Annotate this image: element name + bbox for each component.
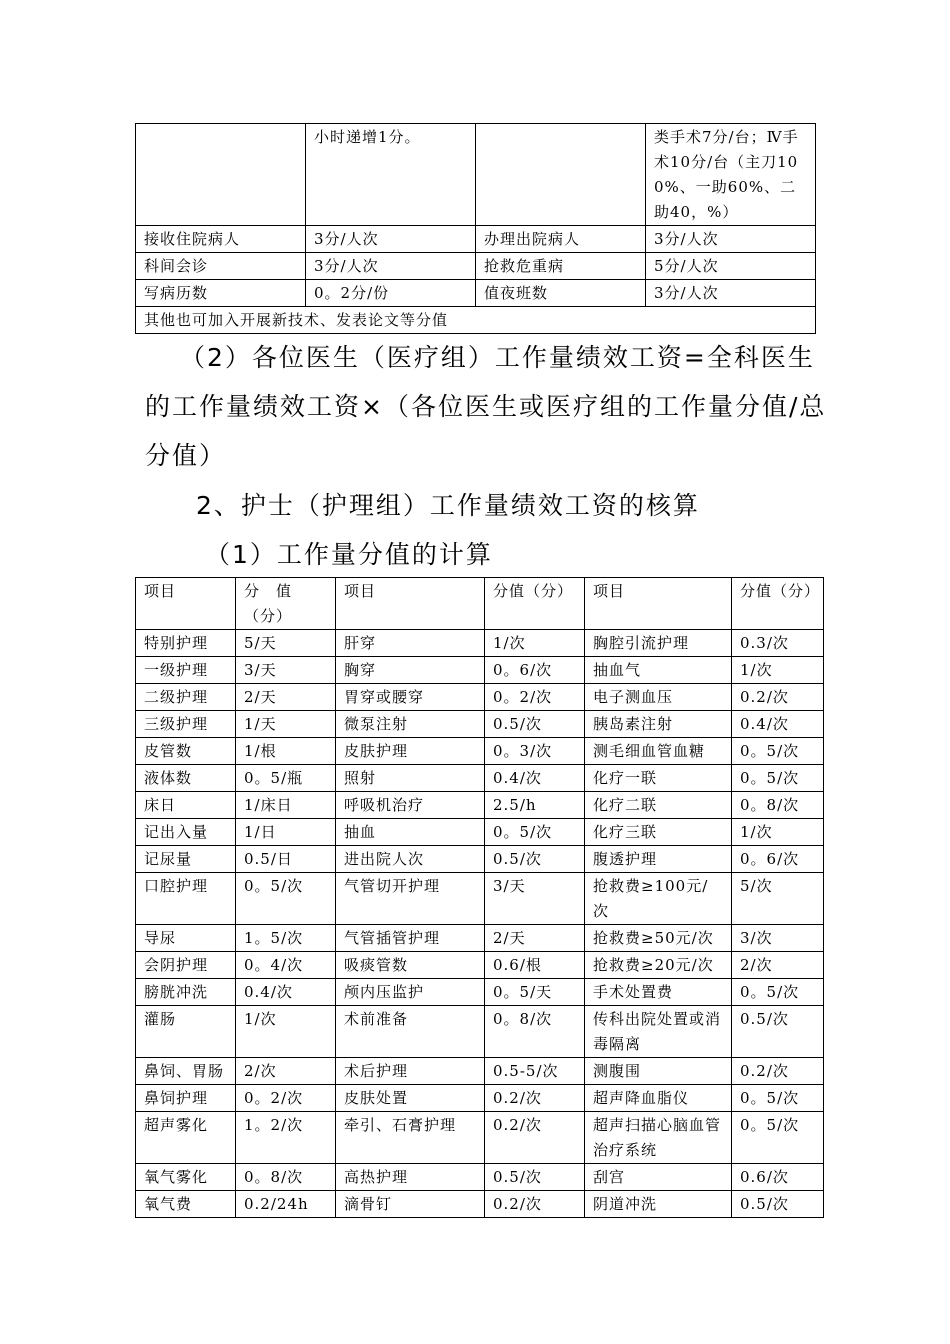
table-cell: 电子测血压 (585, 684, 732, 711)
table-cell: 液体数 (136, 765, 236, 792)
table-row (136, 226, 816, 253)
table-cell: 0.4/次 (732, 711, 824, 738)
table-cell: 0。5/次 (732, 1085, 824, 1112)
table-cell: 气管切开护理 (336, 873, 485, 925)
table-cell: 导尿 (136, 925, 236, 952)
table-cell: 0.5/次 (732, 1006, 824, 1058)
table-cell: 0.2/次 (485, 1191, 585, 1218)
table-cell: 记出入量 (136, 819, 236, 846)
table-cell: 0。5/次 (732, 765, 824, 792)
table-cell: 0.5/次 (485, 711, 585, 738)
table-cell: 术后护理 (336, 1058, 485, 1085)
table-cell: 手术处置费 (585, 979, 732, 1006)
table-cell: 0。5/次 (732, 979, 824, 1006)
doctor-workload-table (135, 123, 816, 334)
table-cell: 0。5/天 (485, 979, 585, 1006)
table-cell: 5/次 (732, 873, 824, 925)
table-row (136, 873, 824, 925)
table-cell: 2/次 (236, 1058, 336, 1085)
table-cell: 鼻饲护理 (136, 1085, 236, 1112)
table-cell: 2/次 (732, 952, 824, 979)
table-cell: 三级护理 (136, 711, 236, 738)
table-cell: 0。5/次 (732, 738, 824, 765)
table-cell: 0。6/次 (732, 846, 824, 873)
table-cell: 一级护理 (136, 657, 236, 684)
table-cell: 腹透护理 (585, 846, 732, 873)
table-cell: 传科出院处置或消毒隔离 (585, 1006, 732, 1058)
table-cell: 1/次 (485, 630, 585, 657)
table-cell: 0.3/次 (732, 630, 824, 657)
table-row (136, 307, 816, 334)
table-cell: 抢救费≥100元/次 (585, 873, 732, 925)
table-cell: 抽血 (336, 819, 485, 846)
table-row (136, 738, 824, 765)
table-row (136, 657, 824, 684)
table-cell: 灌肠 (136, 1006, 236, 1058)
table-cell: 2.5/h (485, 792, 585, 819)
table-cell: 3分/人次 (306, 253, 476, 280)
table-cell: 测毛细血管血糖 (585, 738, 732, 765)
table-cell: 1/根 (236, 738, 336, 765)
table-row (136, 1164, 824, 1191)
table-cell: 0.2/次 (732, 684, 824, 711)
paragraph-line: 分值） (145, 441, 227, 470)
table-cell: 值夜班数 (476, 280, 646, 307)
table-cell: 0。8/次 (732, 792, 824, 819)
table-row (136, 1191, 824, 1218)
table-header-row (136, 578, 824, 630)
table-cell: 膀胱冲洗 (136, 979, 236, 1006)
table-cell: 2/天 (236, 684, 336, 711)
table-row (136, 1112, 824, 1164)
table-cell: 胸穿 (336, 657, 485, 684)
table-cell: 3/次 (732, 925, 824, 952)
table-cell: 胰岛素注射 (585, 711, 732, 738)
table-cell: 0.5/次 (485, 846, 585, 873)
table-cell: 抽血气 (585, 657, 732, 684)
table-cell: 进出院人次 (336, 846, 485, 873)
column-header: 分 值（分） (236, 578, 336, 630)
subsection-heading: （1）工作量分值的计算 (205, 540, 493, 569)
table-cell: 0。2/次 (485, 684, 585, 711)
table-row (136, 1006, 824, 1058)
table-row (136, 124, 816, 226)
table-row (136, 280, 816, 307)
table-cell: 0。5/次 (485, 819, 585, 846)
table-cell: 3/天 (485, 873, 585, 925)
table-cell: 5/天 (236, 630, 336, 657)
table-cell: 1/次 (236, 1006, 336, 1058)
table-cell: 抢救费≥20元/次 (585, 952, 732, 979)
table-cell: 0。2/次 (236, 1085, 336, 1112)
table-cell: 二级护理 (136, 684, 236, 711)
table-cell: 0.2/次 (732, 1058, 824, 1085)
table-cell: 5分/人次 (646, 253, 816, 280)
column-header: 分值（分） (485, 578, 585, 630)
table-cell: 0。3/次 (485, 738, 585, 765)
column-header: 项目 (585, 578, 732, 630)
table-cell: 类手术7分/台；Ⅳ手术10分/台（主刀100%、一助60%、二助40，%） (646, 124, 816, 226)
nurse-workload-table (135, 577, 824, 1218)
table-cell: 胸腔引流护理 (585, 630, 732, 657)
table-cell: 0.2/次 (485, 1085, 585, 1112)
paragraph-line: 的工作量绩效工资×（各位医生或医疗组的工作量分值/总 (145, 392, 827, 421)
table-cell: 微泵注射 (336, 711, 485, 738)
table-cell: 1。2/次 (236, 1112, 336, 1164)
table-cell: 超声扫描心脑血管治疗系统 (585, 1112, 732, 1164)
table-row (136, 846, 824, 873)
table-cell: 测腹围 (585, 1058, 732, 1085)
table-cell: 办理出院病人 (476, 226, 646, 253)
table-cell: 0。5/次 (732, 1112, 824, 1164)
table-cell: 小时递增1分。 (306, 124, 476, 226)
table-cell: 鼻饲、胃肠 (136, 1058, 236, 1085)
paragraph-line: （2）各位医生（医疗组）工作量绩效工资=全科医生 (180, 343, 815, 372)
table-cell: 0。5/瓶 (236, 765, 336, 792)
table-cell: 肝穿 (336, 630, 485, 657)
table-cell: 抢救危重病 (476, 253, 646, 280)
table-cell: 1/日 (236, 819, 336, 846)
table-cell: 科间会诊 (136, 253, 306, 280)
table-cell: 照射 (336, 765, 485, 792)
table-row (136, 979, 824, 1006)
table-cell: 写病历数 (136, 280, 306, 307)
table-row (136, 1085, 824, 1112)
table-row (136, 1058, 824, 1085)
table-cell: 氧气雾化 (136, 1164, 236, 1191)
table-cell: 0.2/次 (485, 1112, 585, 1164)
table-cell: 3分/人次 (306, 226, 476, 253)
table-cell (476, 124, 646, 226)
table-cell: 3分/人次 (646, 280, 816, 307)
table-cell: 颅内压监护 (336, 979, 485, 1006)
table-cell: 床日 (136, 792, 236, 819)
table-cell (136, 124, 306, 226)
table-row (136, 925, 824, 952)
table-cell: 化疗一联 (585, 765, 732, 792)
table-cell: 术前准备 (336, 1006, 485, 1058)
table-cell: 0。5/次 (236, 873, 336, 925)
table-cell: 化疗二联 (585, 792, 732, 819)
table-cell: 1/次 (732, 819, 824, 846)
table-cell: 0.6/根 (485, 952, 585, 979)
table-row (136, 684, 824, 711)
table-cell: 0.5/次 (485, 1164, 585, 1191)
table-cell: 高热护理 (336, 1164, 485, 1191)
table-cell: 滴骨钉 (336, 1191, 485, 1218)
table-cell: 0。6/次 (485, 657, 585, 684)
table-cell: 1/次 (732, 657, 824, 684)
section-heading: 2、护士（护理组）工作量绩效工资的核算 (196, 491, 700, 520)
table-cell: 口腔护理 (136, 873, 236, 925)
table-cell: 气管插管护理 (336, 925, 485, 952)
table-cell: 1。5/次 (236, 925, 336, 952)
table-cell: 0.6/次 (732, 1164, 824, 1191)
table-cell: 牵引、石膏护理 (336, 1112, 485, 1164)
column-header: 项目 (336, 578, 485, 630)
table-cell: 0。4/次 (236, 952, 336, 979)
table-cell: 胃穿或腰穿 (336, 684, 485, 711)
column-header: 项目 (136, 578, 236, 630)
table-cell: 阴道冲洗 (585, 1191, 732, 1218)
table-cell: 0.5/次 (732, 1191, 824, 1218)
table-cell: 特别护理 (136, 630, 236, 657)
table-cell: 0。8/次 (236, 1164, 336, 1191)
table-cell: 呼吸机治疗 (336, 792, 485, 819)
table-cell: 0.5/日 (236, 846, 336, 873)
table-row (136, 792, 824, 819)
table-row (136, 819, 824, 846)
table-cell: 2/天 (485, 925, 585, 952)
table-cell: 0.5-5/次 (485, 1058, 585, 1085)
table-cell: 0.4/次 (485, 765, 585, 792)
table-cell: 会阴护理 (136, 952, 236, 979)
table-cell: 抢救费≥50元/次 (585, 925, 732, 952)
table-cell: 超声降血脂仪 (585, 1085, 732, 1112)
table-cell: 皮肤处置 (336, 1085, 485, 1112)
table-row (136, 711, 824, 738)
table-cell: 0。8/次 (485, 1006, 585, 1058)
column-header: 分值（分） (732, 578, 824, 630)
table-row (136, 253, 816, 280)
table-cell: 氧气费 (136, 1191, 236, 1218)
table-cell: 1/天 (236, 711, 336, 738)
table-cell: 0.2/24h (236, 1191, 336, 1218)
table-cell: 0。2分/份 (306, 280, 476, 307)
table-cell: 1/床日 (236, 792, 336, 819)
table-cell: 超声雾化 (136, 1112, 236, 1164)
table-cell: 刮宫 (585, 1164, 732, 1191)
table-cell: 3分/人次 (646, 226, 816, 253)
table-cell: 记尿量 (136, 846, 236, 873)
table-cell: 皮管数 (136, 738, 236, 765)
table-row (136, 765, 824, 792)
table-row (136, 952, 824, 979)
table-cell: 化疗三联 (585, 819, 732, 846)
table-note: 其他也可加入开展新技术、发表论文等分值 (136, 307, 816, 334)
table-cell: 吸痰管数 (336, 952, 485, 979)
table-row (136, 630, 824, 657)
table-cell: 皮肤护理 (336, 738, 485, 765)
table-cell: 0.4/次 (236, 979, 336, 1006)
table-cell: 3/天 (236, 657, 336, 684)
table-cell: 接收住院病人 (136, 226, 306, 253)
